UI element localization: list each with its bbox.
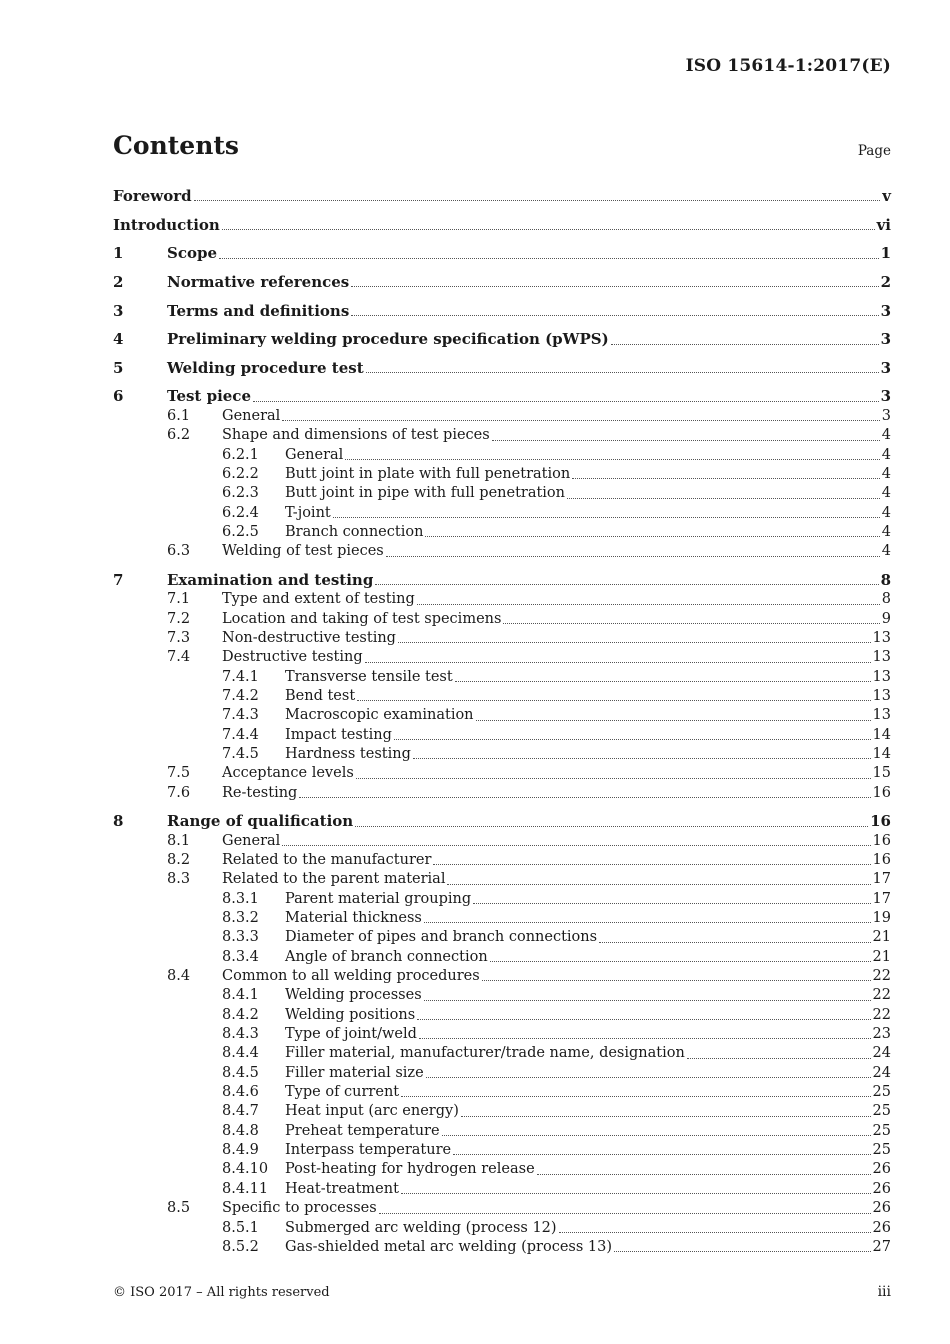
- toc-entry-number: 8.2: [167, 851, 191, 868]
- toc-entry-number: 6: [113, 387, 124, 406]
- toc-entry-number: 6.3: [167, 543, 191, 560]
- toc-entry-page: 17: [872, 890, 891, 907]
- toc-entry-page: 21: [872, 948, 891, 965]
- dot-leader: [425, 536, 879, 537]
- toc-entry-number: 7.4.3: [222, 707, 259, 724]
- toc-entry-number: 6.2.2: [222, 465, 259, 482]
- toc-entry-title: Normative references: [167, 272, 350, 291]
- dot-leader: [401, 1096, 870, 1097]
- toc-entry[interactable]: [113, 1025, 891, 1044]
- toc-entry-title: Branch connection: [285, 523, 424, 540]
- toc-entry[interactable]: [113, 967, 891, 986]
- dot-leader: [537, 1174, 871, 1175]
- dot-leader: [355, 826, 868, 827]
- toc-entry[interactable]: [113, 542, 891, 561]
- toc-entry-number: 6.2.1: [222, 446, 259, 463]
- toc-entry[interactable]: [113, 426, 891, 445]
- dot-leader: [351, 315, 878, 316]
- toc-entry-title: Gas-shielded metal arc welding (process 13): [285, 1238, 612, 1255]
- toc-entry[interactable]: [113, 1006, 891, 1025]
- toc-entry-title: Submerged arc welding (process 12): [285, 1219, 557, 1236]
- table-of-contents: [113, 182, 891, 1257]
- dot-leader: [413, 758, 871, 759]
- toc-entry[interactable]: [113, 330, 891, 349]
- toc-entry-number: 7.1: [167, 591, 191, 608]
- toc-entry-number: 6.2.5: [222, 523, 259, 540]
- toc-entry-title: Heat-treatment: [285, 1180, 399, 1197]
- toc-entry-title: Filler material, manufacturer/trade name, designation: [285, 1045, 685, 1062]
- toc-entry-title: Welding positions: [285, 1006, 416, 1023]
- toc-entry[interactable]: [113, 523, 891, 542]
- dot-leader: [299, 797, 870, 798]
- toc-entry[interactable]: [113, 387, 891, 406]
- toc-entry-title: Terms and definitions: [167, 301, 350, 320]
- toc-entry-page: 13: [872, 668, 891, 685]
- dot-leader: [687, 1058, 871, 1059]
- toc-entry-number: 8.4.8: [222, 1122, 259, 1139]
- dot-leader: [559, 1232, 871, 1233]
- dot-leader: [482, 980, 871, 981]
- toc-entry-page: 16: [872, 832, 891, 849]
- dot-leader: [386, 556, 880, 557]
- toc-entry-title: T-joint: [285, 504, 331, 521]
- toc-entry-page: 22: [872, 987, 891, 1004]
- toc-entry-number: 6.1: [167, 407, 191, 424]
- toc-entry[interactable]: [113, 928, 891, 947]
- toc-entry[interactable]: [113, 890, 891, 909]
- toc-entry-title: Acceptance levels: [222, 765, 354, 782]
- toc-entry[interactable]: [113, 1064, 891, 1083]
- toc-entry[interactable]: [113, 1160, 891, 1179]
- dot-leader: [572, 478, 880, 479]
- dot-leader: [417, 1019, 870, 1020]
- dot-leader: [345, 459, 879, 460]
- toc-entry[interactable]: [113, 446, 891, 465]
- toc-entry-title: Bend test: [285, 687, 356, 704]
- toc-entry-title: Non-destructive testing: [222, 629, 396, 646]
- page-title: Contents: [113, 131, 240, 160]
- toc-entry[interactable]: [113, 745, 891, 764]
- toc-entry-number: 7.4.5: [222, 745, 259, 762]
- toc-entry-number: 8.3.4: [222, 948, 259, 965]
- toc-entry[interactable]: [113, 504, 891, 523]
- dot-leader: [401, 1193, 871, 1194]
- toc-entry[interactable]: [113, 986, 891, 1005]
- toc-entry-number: 6.2.3: [222, 485, 259, 502]
- toc-entry-page: 4: [881, 427, 891, 444]
- toc-entry[interactable]: [113, 870, 891, 889]
- toc-entry-page: 19: [872, 910, 891, 927]
- toc-entry[interactable]: [113, 1122, 891, 1141]
- toc-entry-title: Type and extent of testing: [222, 591, 415, 608]
- toc-entry[interactable]: [113, 302, 891, 321]
- toc-entry-page: 4: [881, 523, 891, 540]
- dot-leader: [461, 1116, 871, 1117]
- toc-entry-title: Introduction: [113, 215, 220, 234]
- toc-entry-title: Shape and dimensions of test pieces: [222, 427, 490, 444]
- toc-entry-page: 25: [872, 1122, 891, 1139]
- dot-leader: [503, 623, 879, 624]
- toc-entry-number: 7.4.2: [222, 687, 259, 704]
- footer-page-number: iii: [877, 1284, 891, 1300]
- dot-leader: [442, 1135, 871, 1136]
- toc-entry[interactable]: [113, 909, 891, 928]
- toc-entry-title: Post-heating for hydrogen release: [285, 1161, 535, 1178]
- dot-leader: [492, 440, 880, 441]
- toc-entry-page: 4: [881, 446, 891, 463]
- dot-leader: [447, 884, 870, 885]
- toc-entry-page: 1: [880, 244, 891, 263]
- toc-entry-number: 8.5: [167, 1200, 191, 1217]
- toc-entry-page: 8: [881, 591, 891, 608]
- dot-leader: [194, 200, 881, 201]
- toc-entry[interactable]: [113, 832, 891, 851]
- toc-entry-title: Transverse tensile test: [285, 668, 453, 685]
- toc-entry-page: 3: [880, 358, 891, 377]
- toc-entry-page: 3: [880, 301, 891, 320]
- toc-entry-number: 8.5.2: [222, 1238, 259, 1255]
- dot-leader: [473, 903, 870, 904]
- toc-entry[interactable]: [113, 648, 891, 667]
- toc-entry-page: 4: [881, 543, 891, 560]
- dot-leader: [476, 720, 871, 721]
- toc-entry-title: General: [222, 407, 281, 424]
- toc-entry-title: Material thickness: [285, 910, 422, 927]
- toc-entry-number: 8.4.11: [222, 1180, 269, 1197]
- dot-leader: [222, 229, 875, 230]
- toc-entry[interactable]: [113, 1180, 891, 1199]
- toc-entry-page: 25: [872, 1084, 891, 1101]
- toc-entry-page: 8: [880, 570, 891, 589]
- toc-entry[interactable]: [113, 1044, 891, 1063]
- dot-leader: [490, 961, 871, 962]
- dot-leader: [351, 286, 878, 287]
- toc-entry-page: vi: [876, 215, 891, 234]
- toc-entry-title: Preheat temperature: [285, 1122, 440, 1139]
- toc-entry-page: 13: [872, 687, 891, 704]
- toc-entry-page: 26: [872, 1180, 891, 1197]
- dot-leader: [424, 922, 871, 923]
- toc-entry-title: Interpass temperature: [285, 1142, 452, 1159]
- toc-entry-page: 16: [872, 784, 891, 801]
- toc-entry-title: Destructive testing: [222, 649, 363, 666]
- toc-entry-page: 24: [872, 1045, 891, 1062]
- toc-entry[interactable]: [113, 1141, 891, 1160]
- toc-entry[interactable]: [113, 812, 891, 831]
- toc-entry-number: 7.5: [167, 765, 191, 782]
- toc-entry-page: 25: [872, 1142, 891, 1159]
- toc-entry-title: Examination and testing: [167, 570, 374, 589]
- toc-entry-title: Angle of branch connection: [285, 948, 488, 965]
- toc-entry-page: 14: [872, 726, 891, 743]
- toc-entry-title: Test piece: [167, 387, 251, 406]
- toc-entry-number: 7.3: [167, 629, 191, 646]
- page-column-label: Page: [857, 143, 891, 159]
- toc-entry-title: Filler material size: [285, 1064, 424, 1081]
- dot-leader: [424, 1000, 871, 1001]
- toc-entry-title: Parent material grouping: [285, 890, 472, 907]
- toc-entry-title: Macroscopic examination: [285, 707, 474, 724]
- dot-leader: [567, 498, 880, 499]
- toc-entry-number: 8.4.7: [222, 1103, 259, 1120]
- toc-entry-title: Location and taking of test specimens: [222, 610, 502, 627]
- toc-entry-page: 21: [872, 929, 891, 946]
- toc-entry-number: 6.2: [167, 427, 191, 444]
- toc-entry-number: 8.3: [167, 871, 191, 888]
- dot-leader: [611, 344, 879, 345]
- dot-leader: [253, 401, 879, 402]
- toc-entry-title: Welding processes: [285, 987, 422, 1004]
- footer-copyright: © ISO 2017 – All rights reserved: [113, 1285, 330, 1300]
- toc-entry[interactable]: [113, 706, 891, 725]
- dot-leader: [398, 642, 871, 643]
- toc-entry-number: 6.2.4: [222, 504, 259, 521]
- toc-entry[interactable]: [113, 590, 891, 609]
- toc-entry-title: Common to all welding procedures: [222, 968, 480, 985]
- toc-entry-title: Hardness testing: [285, 745, 411, 762]
- toc-entry[interactable]: [113, 1238, 891, 1257]
- toc-entry-number: 1: [113, 244, 124, 263]
- toc-entry-page: 26: [872, 1219, 891, 1236]
- toc-entry-page: 16: [872, 851, 891, 868]
- toc-entry-title: Range of qualification: [167, 812, 354, 831]
- toc-entry[interactable]: [113, 1102, 891, 1121]
- toc-entry-page: 22: [872, 968, 891, 985]
- toc-entry-title: Heat input (arc energy): [285, 1103, 459, 1120]
- dot-leader: [433, 864, 870, 865]
- toc-entry-title: Impact testing: [285, 726, 392, 743]
- toc-entry-page: 22: [872, 1006, 891, 1023]
- dot-leader: [282, 845, 870, 846]
- toc-entry-number: 7: [113, 570, 124, 589]
- dot-leader: [282, 420, 879, 421]
- toc-entry-number: 7.4.4: [222, 726, 259, 743]
- toc-entry-number: 7.4: [167, 649, 191, 666]
- toc-entry-number: 8.1: [167, 832, 191, 849]
- toc-entry-page: 3: [880, 330, 891, 349]
- toc-entry[interactable]: [113, 216, 891, 235]
- toc-entry-page: 3: [880, 387, 891, 406]
- toc-entry[interactable]: [113, 1083, 891, 1102]
- dot-leader: [599, 942, 870, 943]
- dot-leader: [375, 584, 878, 585]
- toc-entry-page: 27: [872, 1238, 891, 1255]
- toc-entry-page: 4: [881, 465, 891, 482]
- toc-entry-page: 2: [880, 272, 891, 291]
- toc-entry-number: 2: [113, 272, 124, 291]
- toc-entry-number: 8.3.1: [222, 890, 259, 907]
- document-id: ISO 15614-1:2017(E): [685, 56, 891, 76]
- toc-entry-title: Preliminary welding procedure specification (pWPS): [167, 330, 609, 349]
- dot-leader: [394, 739, 871, 740]
- toc-entry[interactable]: [113, 187, 891, 206]
- toc-entry-title: Related to the parent material: [222, 871, 446, 888]
- toc-entry-number: 4: [113, 330, 124, 349]
- toc-entry-number: 8.4.9: [222, 1142, 259, 1159]
- toc-entry-title: Re-testing: [222, 784, 298, 801]
- dot-leader: [366, 372, 879, 373]
- toc-entry-page: 4: [881, 504, 891, 521]
- toc-entry-number: 8.5.1: [222, 1219, 259, 1236]
- toc-entry-number: 7.4.1: [222, 668, 259, 685]
- toc-entry-title: General: [222, 832, 281, 849]
- toc-entry-page: 14: [872, 745, 891, 762]
- dot-leader: [453, 1154, 870, 1155]
- toc-entry[interactable]: [113, 273, 891, 292]
- toc-entry-number: 8.4.3: [222, 1026, 259, 1043]
- toc-entry-title: Welding procedure test: [167, 358, 364, 377]
- toc-entry[interactable]: [113, 668, 891, 687]
- toc-entry-page: 13: [872, 649, 891, 666]
- toc-entry-page: 3: [881, 407, 891, 424]
- toc-entry-number: 7.2: [167, 610, 191, 627]
- toc-entry-title: Butt joint in plate with full penetration: [285, 465, 571, 482]
- toc-entry-title: Scope: [167, 244, 218, 263]
- toc-entry-number: 8.4.2: [222, 1006, 259, 1023]
- toc-entry-number: 5: [113, 358, 124, 377]
- toc-entry[interactable]: [113, 244, 891, 263]
- toc-entry-title: Specific to processes: [222, 1200, 377, 1217]
- toc-entry[interactable]: [113, 629, 891, 648]
- toc-entry-number: 8.4.1: [222, 987, 259, 1004]
- dot-leader: [426, 1077, 871, 1078]
- toc-entry-title: Diameter of pipes and branch connections: [285, 929, 598, 946]
- toc-entry-title: Related to the manufacturer: [222, 851, 432, 868]
- toc-entry[interactable]: [113, 1219, 891, 1238]
- dot-leader: [614, 1251, 871, 1252]
- toc-entry-title: General: [285, 446, 344, 463]
- toc-entry-number: 8.4.10: [222, 1161, 269, 1178]
- toc-entry-number: 8.3.2: [222, 910, 259, 927]
- toc-entry-page: 13: [872, 629, 891, 646]
- dot-leader: [379, 1213, 871, 1214]
- toc-entry-number: 3: [113, 301, 124, 320]
- toc-entry-page: 4: [881, 485, 891, 502]
- toc-entry[interactable]: [113, 465, 891, 484]
- toc-entry-page: 26: [872, 1200, 891, 1217]
- toc-entry-title: Type of current: [285, 1084, 400, 1101]
- toc-entry-number: 8: [113, 812, 124, 831]
- toc-entry-page: 26: [872, 1161, 891, 1178]
- dot-leader: [455, 681, 871, 682]
- toc-entry[interactable]: [113, 726, 891, 745]
- toc-entry-title: Butt joint in pipe with full penetration: [285, 485, 566, 502]
- toc-entry-page: 25: [872, 1103, 891, 1120]
- toc-entry-page: 23: [872, 1026, 891, 1043]
- toc-entry-number: 8.4: [167, 968, 191, 985]
- toc-entry-number: 7.6: [167, 784, 191, 801]
- toc-entry-page: 17: [872, 871, 891, 888]
- toc-entry-number: 8.4.4: [222, 1045, 259, 1062]
- toc-entry-number: 8.3.3: [222, 929, 259, 946]
- toc-entry[interactable]: [113, 571, 891, 590]
- toc-entry-page: 24: [872, 1064, 891, 1081]
- dot-leader: [219, 258, 879, 259]
- toc-entry[interactable]: [113, 407, 891, 426]
- toc-entry-page: 16: [870, 812, 891, 831]
- toc-entry[interactable]: [113, 359, 891, 378]
- toc-entry[interactable]: [113, 784, 891, 803]
- toc-entry-page: 13: [872, 707, 891, 724]
- toc-entry-title: Foreword: [113, 187, 192, 205]
- toc-entry-title: Type of joint/weld: [285, 1026, 417, 1043]
- toc-entry-page: v: [882, 187, 891, 205]
- dot-leader: [333, 517, 880, 518]
- toc-entry[interactable]: [113, 484, 891, 503]
- toc-entry[interactable]: [113, 851, 891, 870]
- dot-leader: [417, 604, 880, 605]
- toc-entry-number: 8.4.6: [222, 1084, 259, 1101]
- dot-leader: [419, 1038, 871, 1039]
- toc-entry[interactable]: [113, 764, 891, 783]
- dot-leader: [365, 662, 871, 663]
- toc-entry[interactable]: [113, 1199, 891, 1218]
- toc-entry-page: 9: [881, 610, 891, 627]
- toc-entry-page: 15: [872, 765, 891, 782]
- toc-entry-title: Welding of test pieces: [222, 543, 384, 560]
- toc-entry[interactable]: [113, 948, 891, 967]
- toc-entry[interactable]: [113, 610, 891, 629]
- dot-leader: [356, 778, 871, 779]
- toc-entry-number: 8.4.5: [222, 1064, 259, 1081]
- toc-entry[interactable]: [113, 687, 891, 706]
- dot-leader: [357, 700, 870, 701]
